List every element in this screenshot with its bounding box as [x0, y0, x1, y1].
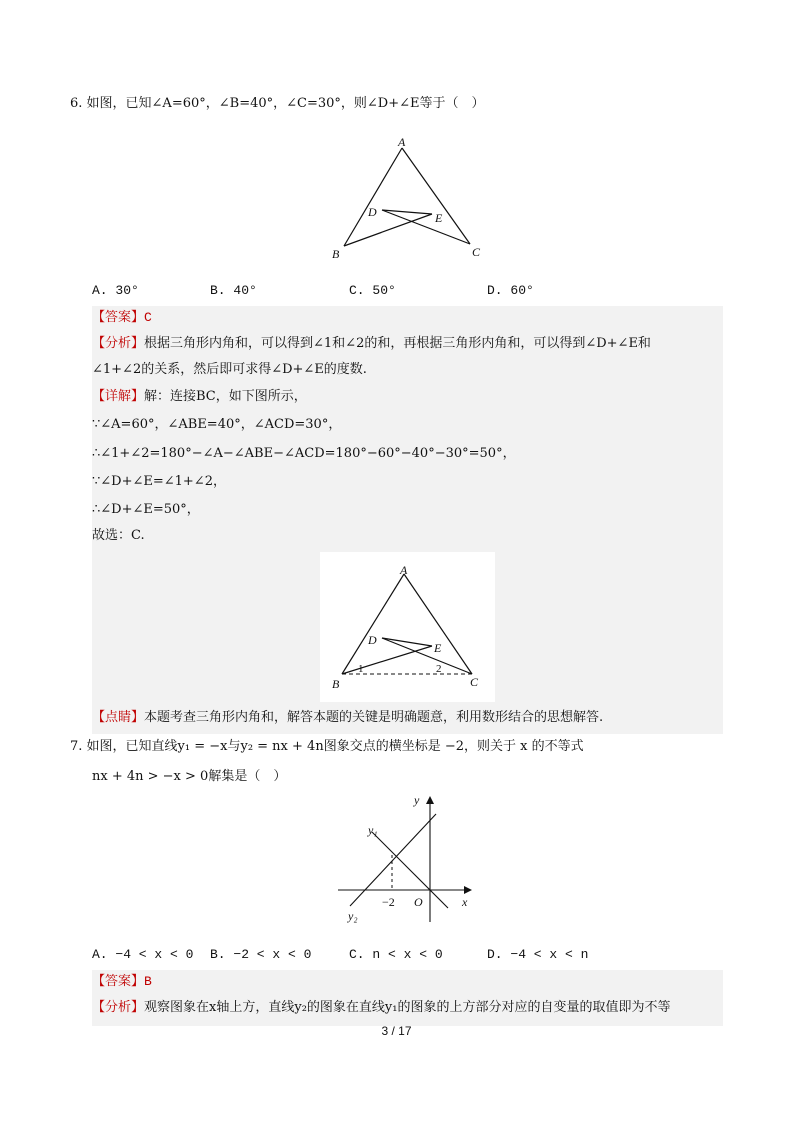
axis-x-label: x — [462, 895, 468, 909]
label-A: A — [398, 135, 406, 149]
analysis-label: 【分析】 — [92, 336, 145, 351]
comment-text: 本题考查三角形内角和，解答本题的关键是明确题意，利用数形结合的思想解答. — [144, 710, 604, 725]
label-C: C — [470, 675, 479, 689]
q7-choice-d: D. −4 < x < n — [487, 947, 589, 962]
q6-detail-line6: 故选：C. — [92, 528, 145, 543]
q6-comment — [92, 709, 603, 727]
analysis-text: 观察图象在x轴上方，直线y₂的图象在直线y₁的图象的上方部分对应的自变量的取值即为不等 — [144, 1000, 671, 1015]
q7-solution-box — [92, 970, 723, 1026]
answer-label: 【答案】 — [92, 974, 145, 989]
q6-detail-line5: ∴∠D+∠E=50°， — [92, 502, 200, 517]
q6-choice-a: A. 30° — [92, 283, 139, 298]
label-E: E — [435, 211, 443, 225]
analysis-text: 根据三角形内角和，可以得到∠1和∠2的和，再根据三角形内角和，可以得到∠D+∠E和 — [144, 336, 651, 351]
label-D: D — [368, 205, 377, 219]
tick-neg2-label: −2 — [382, 895, 395, 909]
q6-choice-c: C. 50° — [349, 283, 396, 298]
comment-label: 【点睛】 — [92, 710, 145, 725]
q7-graph-figure — [330, 790, 480, 930]
q6-choice-b: B. 40° — [210, 283, 257, 298]
detail-label: 【详解】 — [92, 389, 145, 404]
q7-stem-line2: nx + 4n > −x > 0解集是（ ） — [92, 769, 287, 784]
q6-analysis-line1 — [92, 335, 651, 353]
answer-label: 【答案】 — [92, 310, 145, 325]
axis-y-label: y — [414, 793, 420, 807]
answer-value: B — [144, 974, 152, 989]
q6-detail-line1 — [92, 388, 307, 406]
q6-triangle-figure-2 — [320, 552, 495, 702]
label-A: A — [400, 563, 408, 577]
q6-analysis-line2: ∠1+∠2的关系，然后即可求得∠D+∠E的度数. — [92, 362, 367, 377]
origin-label: O — [414, 895, 423, 909]
q6-detail-line2: ∵∠A=60°，∠ABE=40°，∠ACD=30°， — [92, 417, 342, 432]
label-C: C — [472, 245, 481, 259]
answer-value: C — [144, 310, 152, 325]
page-number: 3 / 17 — [381, 1024, 412, 1038]
angle-2-label: 2 — [436, 663, 442, 675]
detail-text: 解：连接BC，如下图所示， — [144, 389, 307, 404]
q7-choice-b: B. −2 < x < 0 — [210, 947, 312, 962]
line-y2-label: y₂ — [348, 909, 358, 923]
label-B: B — [332, 677, 340, 691]
label-D: D — [368, 633, 377, 647]
angle-1-label: 1 — [358, 663, 364, 675]
label-E: E — [434, 641, 442, 655]
q7-analysis — [92, 999, 670, 1017]
analysis-label: 【分析】 — [92, 1000, 145, 1015]
q7-answer — [92, 973, 152, 991]
q6-triangle-figure — [320, 130, 500, 270]
q6-choice-d: D. 60° — [487, 283, 534, 298]
q6-detail-line3: ∴∠1+∠2=180°−∠A−∠ABE−∠ACD=180°−60°−40°−30°=50°， — [92, 446, 516, 461]
q6-answer — [92, 309, 152, 327]
line-y1-label: y₁ — [368, 823, 378, 837]
q7-stem-line1: 7. 如图，已知直线y₁ = −x与y₂ = nx + 4n图象交点的横坐标是 −2，则关于 x 的不等式 — [70, 739, 584, 754]
q7-choice-c: C. n < x < 0 — [349, 947, 443, 962]
q6-stem: 6. 如图，已知∠A=60°，∠B=40°，∠C=30°，则∠D+∠E等于（ ） — [70, 96, 485, 111]
q7-choice-a: A. −4 < x < 0 — [92, 947, 194, 962]
label-B: B — [332, 247, 340, 261]
q6-detail-line4: ∵∠D+∠E=∠1+∠2， — [92, 474, 226, 489]
